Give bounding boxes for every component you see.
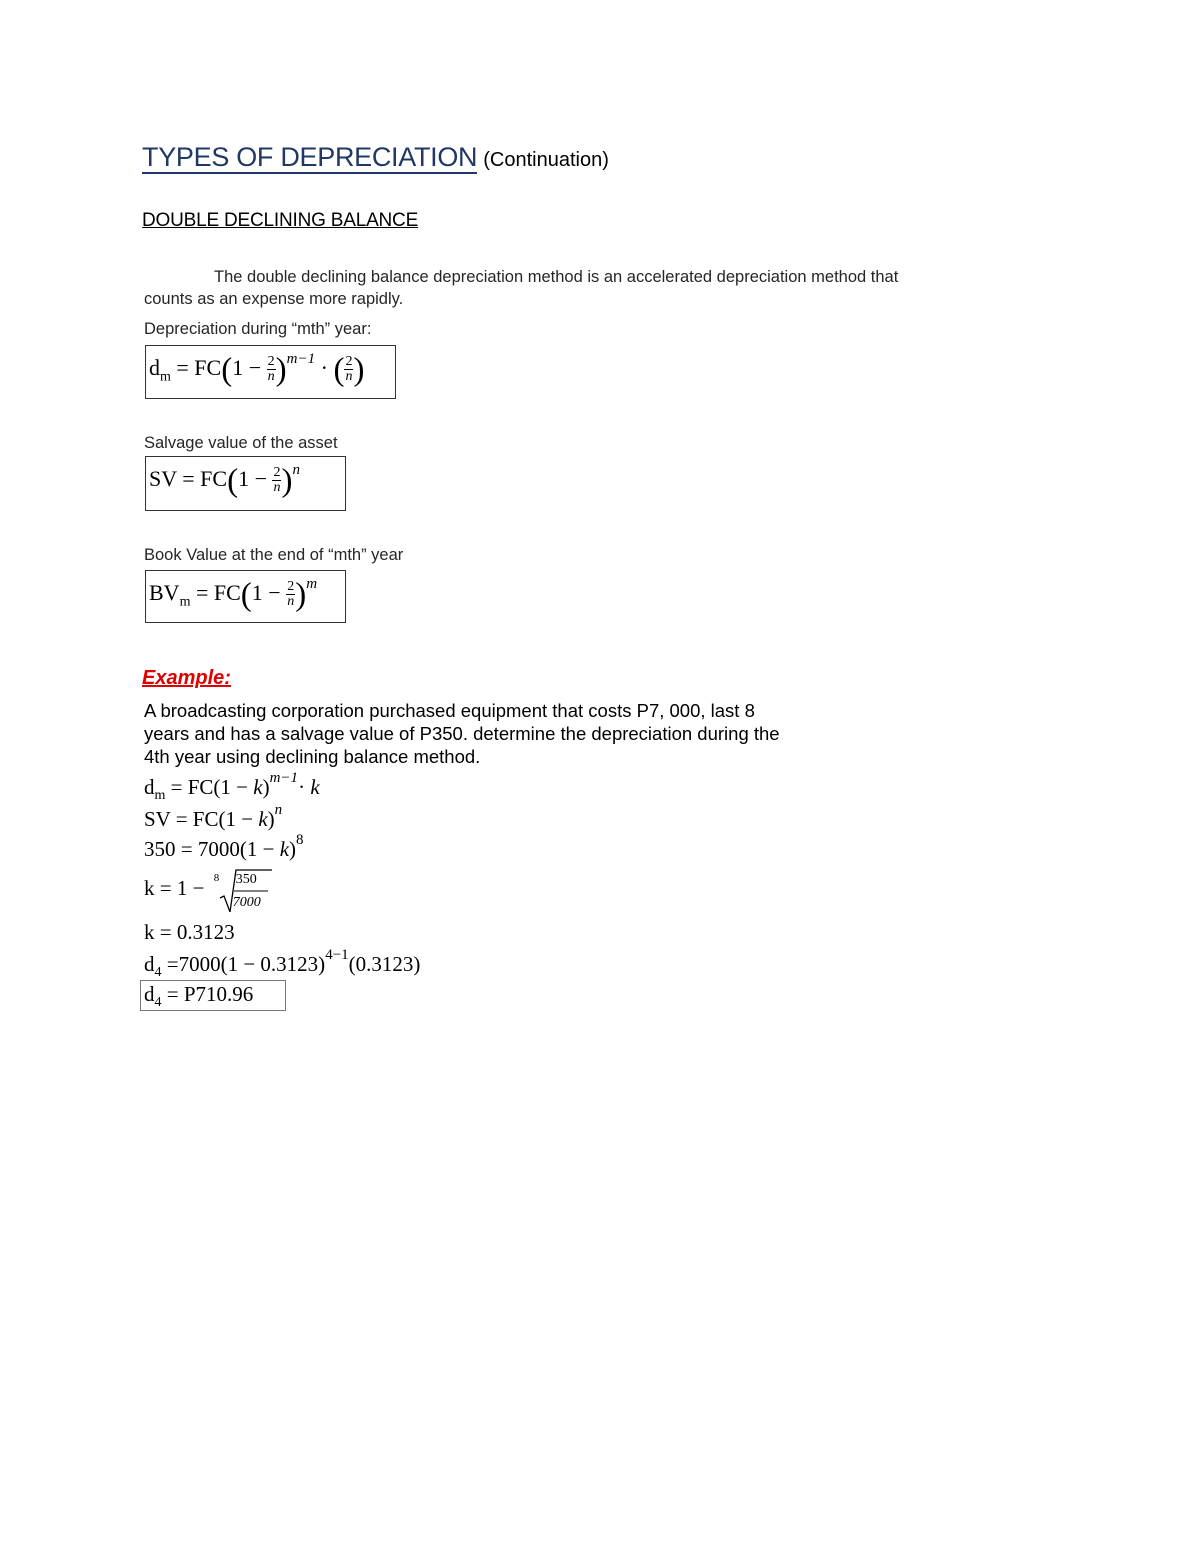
formula-bv: BV (149, 580, 180, 605)
paren-close-3: ) (281, 463, 293, 499)
frac-den-2: n (345, 369, 353, 385)
eq2-a: SV = FC(1 − (144, 807, 259, 831)
eq3-exponent: 8 (296, 832, 304, 848)
eq1-exponent: m−1 (269, 770, 299, 786)
example-equation-1 (144, 770, 320, 804)
formula-eq-fc-2: = FC (176, 466, 228, 491)
eq3-a: 350 = 7000(1 − (144, 837, 280, 861)
paren-open-4: ( (240, 577, 252, 613)
title-suffix: (Continuation) (483, 149, 609, 171)
eq1-k2: k (310, 775, 320, 799)
eq7-value: = P710.96 (161, 982, 254, 1006)
depreciation-formula-box (145, 345, 396, 399)
book-value-label: Book Value at the end of “mth” year (144, 546, 404, 564)
formula-one-minus: 1 − (232, 355, 267, 380)
example-equation-2 (144, 802, 283, 832)
formula-eq-fc: = FC (170, 355, 222, 380)
paren-open-3: ( (227, 463, 239, 499)
eq7-sub: 4 (154, 995, 162, 1011)
paren-close-2: ) (353, 352, 365, 388)
intro-line-1: The double declining balance depreciation method is an accelerated depreciation method that (214, 268, 899, 286)
salvage-formula (149, 461, 300, 499)
formula-dot: · (315, 355, 334, 380)
eq6-d: d (144, 952, 155, 976)
formula-dm-sub: m (160, 369, 171, 385)
formula-eq-fc-3: = FC (190, 580, 241, 605)
nth-root (210, 868, 272, 912)
exponent-m: m (306, 575, 318, 592)
paren-close: ) (275, 352, 287, 388)
example-answer (144, 982, 253, 1011)
formula-sv: SV (149, 466, 177, 491)
formula-one-minus-3: 1 − (251, 580, 287, 605)
example-equation-3 (144, 832, 304, 862)
salvage-label: Salvage value of the asset (144, 434, 338, 452)
eq2-close: ) (267, 807, 275, 831)
eq6-exponent: 4−1 (325, 947, 349, 963)
example-equation-5: k = 0.3123 (144, 920, 235, 944)
salvage-formula-box (145, 456, 346, 511)
eq1-d: d (144, 775, 155, 799)
eq3-k: k (279, 837, 290, 861)
frac-num-2: 2 (345, 354, 353, 370)
exponent-n: n (292, 461, 300, 478)
formula-bv-sub: m (179, 594, 191, 610)
eq2-k: k (258, 807, 268, 831)
eq1-k: k (253, 775, 263, 799)
section-heading: DOUBLE DECLINING BALANCE (142, 210, 419, 231)
example-text-line-3: 4th year using declining balance method. (144, 746, 481, 767)
book-value-formula (149, 575, 318, 613)
example-equation-4 (144, 868, 272, 912)
example-equation-6 (144, 947, 421, 981)
exponent-m-minus-1: m−1 (286, 350, 316, 367)
frac-num: 2 (267, 354, 275, 370)
page-title: TYPES OF DEPRECIATION (142, 142, 478, 172)
example-text-line-2: years and has a salvage value of P350. determine the depreciation during the (144, 723, 780, 744)
depreciation-formula (149, 350, 365, 388)
eq1-dot: · (298, 775, 311, 799)
example-text-line-1: A broadcasting corporation purchased equipment that costs P7, 000, last 8 (144, 700, 755, 721)
book-value-formula-box (145, 570, 346, 623)
title-row (142, 142, 609, 173)
frac-den-4: n (287, 594, 295, 610)
eq6-tail: (0.3123) (348, 952, 421, 976)
two-over-n-fraction-4 (286, 580, 295, 609)
eq1-mid: = FC(1 − (165, 775, 254, 799)
eq3-close: ) (289, 837, 297, 861)
frac-den: n (267, 369, 275, 385)
eq2-exponent: n (274, 802, 283, 818)
intro-line-2: counts as an expense more rapidly. (144, 290, 404, 308)
paren-open-2: ( (333, 352, 345, 388)
frac-num-4: 2 (287, 579, 295, 595)
paren-close-4: ) (295, 577, 307, 613)
root-numerator: 350 (235, 872, 257, 887)
formula-dm: d (149, 355, 160, 380)
formula-one-minus-2: 1 − (238, 466, 273, 491)
paren-open: ( (221, 352, 233, 388)
frac-den-3: n (273, 480, 281, 496)
frac-num-3: 2 (273, 465, 281, 481)
eq6-sub: 4 (154, 965, 162, 981)
depreciation-label: Depreciation during “mth” year: (144, 320, 372, 338)
eq4-a: k = 1 − (144, 875, 210, 900)
root-denominator: 7000 (232, 895, 261, 910)
root-index: 8 (213, 872, 220, 884)
eq1-sub: m (154, 788, 166, 804)
eq7-d: d (144, 982, 155, 1006)
two-over-n-fraction (267, 355, 276, 384)
eq1-close: ) (262, 775, 270, 799)
example-label: Example: (142, 667, 231, 689)
eq6-mid: =7000(1 − 0.3123) (161, 952, 326, 976)
